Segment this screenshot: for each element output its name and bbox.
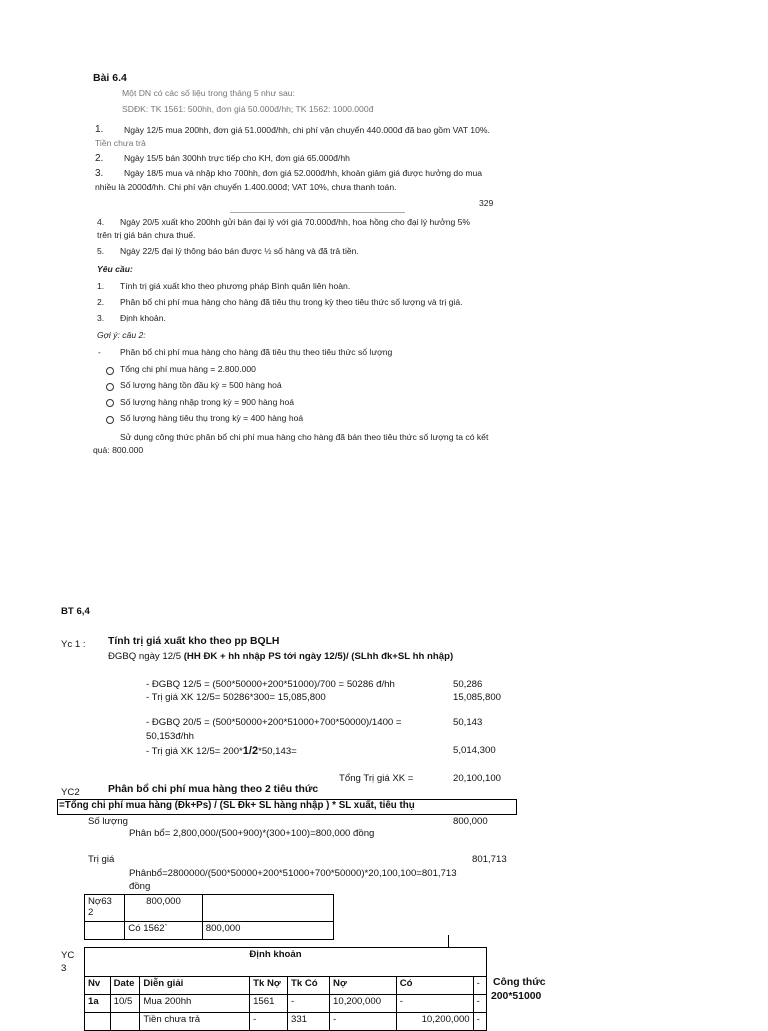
item-3-cont: nhiều là 2000đ/hh. Chi phí vận chuyển 1.400.000đ; VAT 10%, chưa thanh toán. [95, 182, 397, 192]
item-1-num: 1. [95, 124, 104, 135]
req-3-text: Định khoản. [120, 313, 166, 323]
dgbq-line: ĐGBQ ngày 12/5 (HH ĐK + hh nhập PS tới ngày 12/5)/ (SLhh đk+SL hh nhập) [108, 651, 454, 662]
yc2-title: Phân bổ chi phí mua hàng theo 2 tiêu thức [108, 784, 319, 795]
row-date [110, 1013, 140, 1031]
total-xk-label: Tổng Trị giá XK = [339, 773, 414, 784]
mini-debit-amount: 800,000 [125, 895, 202, 922]
req-2-text: Phân bổ chi phí mua hàng cho hàng đã tiêu thụ trong kỳ theo tiêu thức số lượng và trị giá. [120, 297, 463, 307]
row-nv [85, 1013, 111, 1031]
header-extra: - [473, 977, 486, 995]
header-date: Date [110, 977, 140, 995]
header-nv: Nv [85, 977, 111, 995]
calc-dgbq-20-5-value: 50,143 [453, 717, 483, 728]
mini-journal-table [84, 894, 334, 940]
page-break-line [230, 212, 405, 213]
item-4-num: 4. [97, 217, 105, 227]
stray-cursor-line [448, 935, 449, 947]
hint-item-2: Số lượng hàng tồn đầu kỳ = 500 hàng hoá [120, 380, 282, 390]
quantity-calc: Phân bổ= 2,800,000/(500+900)*(300+100)=800,000 đồng [129, 828, 375, 839]
item-3-text: Ngày 18/5 mua và nhập kho 700hh, đơn giá 52.000đ/hh, khoản giảm giá được hưởng do mua [124, 168, 483, 178]
row-debit-account: 1561 [250, 995, 288, 1013]
row-description: Tiền chưa trả [140, 1013, 250, 1031]
row-nv: 1a [85, 995, 111, 1013]
item-4-text: Ngày 20/5 xuất kho 200hh gửi bán đại lý với giá 70.000đ/hh, hoa hồng cho đại lý hưởng 5% [120, 217, 471, 227]
circle-bullet-icon [106, 383, 114, 391]
calc-xk-20-5-value: 5,014,300 [453, 745, 496, 756]
quantity-label: Số lượng [88, 816, 128, 827]
yc3-label: YC [61, 950, 75, 961]
item-3-num: 3. [95, 168, 104, 179]
header-debit-account: Tk Nợ [250, 977, 288, 995]
req-1-num: 1. [97, 281, 105, 291]
journal-table [84, 947, 487, 1031]
header-debit-amount: Nợ [330, 977, 397, 995]
row-credit-amount: 10,200,000 [396, 1013, 473, 1031]
row-formula: 200*51000 [491, 991, 542, 1002]
journal-header-row [85, 977, 487, 995]
hint-tail: Sử dụng công thức phân bổ chi phí mua hàng cho hàng đã bán theo tiêu thức số lượng ta có kết [120, 432, 489, 442]
calc-dgbq-20-5-cont: 50,153đ/hh [146, 731, 195, 742]
req-1-text: Tính trị giá xuất kho theo phương pháp Bình quân liên hoàn. [120, 281, 351, 291]
hint-item-1: Tổng chi phí mua hàng = 2.800.000 [120, 364, 256, 374]
header-credit-amount: Có [396, 977, 473, 995]
value-value: 801,713 [472, 854, 507, 865]
header-credit-account: Tk Có [288, 977, 330, 995]
row-credit-account: - [288, 995, 330, 1013]
page-number: 329 [479, 198, 494, 208]
mini-empty-cell [85, 922, 125, 940]
item-2-text: Ngày 15/5 bán 300hh trực tiếp cho KH, đơn giá 65.000đ/hh [124, 153, 350, 163]
calc-xk-12-5: - Trị giá XK 12/5= 50286*300= 15,085,800 [146, 692, 326, 703]
calc-dgbq-12-5: - ĐGBQ 12/5 = (500*50000+200*51000)/700 = 50286 đ/hh [146, 679, 395, 690]
item-4-cont: trên trị giá bán chưa thuế. [97, 230, 196, 240]
hint-item-3: Số lượng hàng nhập trong kỳ = 900 hàng hoá [120, 397, 295, 407]
mini-empty-cell [202, 895, 333, 922]
req-3-num: 3. [97, 313, 105, 323]
quantity-value: 800,000 [453, 816, 488, 827]
item-1-text: Ngày 12/5 mua 200hh, đơn giá 51.000đ/hh, chi phí vận chuyển 440.000đ đã bao gồm VAT 10%. [124, 125, 490, 135]
row-credit-account: 331 [288, 1013, 330, 1031]
calc-xk-20-5: - Trị giá XK 12/5= 200*1/2*50,143= [146, 745, 297, 757]
row-debit-amount: 10,200,000 [330, 995, 397, 1013]
hint-item-4: Số lượng hàng tiêu thụ trong kỳ = 400 hàng hoá [120, 413, 304, 423]
mini-debit-account: Nợ63 2 [85, 895, 125, 922]
item-5-num: 5. [97, 246, 105, 256]
yc1-label: Yc 1 : [61, 639, 86, 650]
value-calc-unit: đồng [129, 881, 151, 892]
circle-bullet-icon [106, 416, 114, 424]
mini-credit-amount: 800,000 [202, 922, 333, 940]
formula-header: Công thức [493, 977, 546, 988]
problem-title: Bài 6.4 [93, 72, 127, 84]
exercise-label: BT 6,4 [61, 606, 90, 617]
calc-xk-12-5-value: 15,085,800 [453, 692, 502, 703]
yc3-label-num: 3 [61, 963, 67, 974]
allocation-formula: =Tổng chi phí mua hàng (Đk+Ps) / (SL Đk+ SL hàng nhập ) * SL xuất, tiêu thụ [59, 800, 415, 811]
mini-credit-account: Có 1562` [125, 922, 202, 940]
row-debit-account: - [250, 1013, 288, 1031]
hint-tail-result: quả: 800.000 [93, 445, 144, 455]
yc1-title: Tính trị giá xuất kho theo pp BQLH [108, 636, 280, 647]
value-calc: Phânbổ=2800000/(500*50000+200*51000+700*50000)*20,100,100=801,713 [129, 868, 457, 879]
circle-bullet-icon [106, 399, 114, 407]
calc-dgbq-20-5: - ĐGBQ 20/5 = (500*50000+200*51000+700*50000)/1400 = [146, 717, 402, 728]
requirements-label: Yêu cầu: [97, 264, 133, 274]
item-2-num: 2. [95, 153, 104, 164]
journal-title: Định khoản [249, 949, 302, 960]
journal-title-cell [85, 948, 487, 977]
total-xk-value: 20,100,100 [453, 773, 502, 784]
row-credit-amount: - [396, 995, 473, 1013]
row-debit-amount: - [330, 1013, 397, 1031]
row-extra: - [473, 1013, 486, 1031]
hint-label: Gợi ý: câu 2: [97, 330, 146, 340]
req-2-num: 2. [97, 297, 105, 307]
hint-dash: - [98, 347, 101, 357]
yc2-label: YC2 [61, 787, 80, 798]
row-date: 10/5 [110, 995, 140, 1013]
row-extra: - [473, 995, 486, 1013]
value-label: Trị giá [88, 854, 115, 865]
row-description: Mua 200hh [140, 995, 250, 1013]
item-1-cont: Tiền chưa trả [95, 138, 146, 148]
item-5-text: Ngày 22/5 đại lý thông báo bán được ½ số hàng và đã trả tiền. [120, 246, 359, 256]
table-row [85, 995, 487, 1013]
problem-intro: Một DN có các số liệu trong tháng 5 như sau: [122, 88, 295, 98]
circle-bullet-icon [106, 367, 114, 375]
opening-balance: SDĐK: TK 1561: 500hh, đơn giá 50.000đ/hh; TK 1562: 1000.000đ [122, 104, 374, 114]
hint-main: Phân bổ chi phí mua hàng cho hàng đã tiêu thụ theo tiêu thức số lượng [120, 347, 393, 357]
header-description: Diễn giải [140, 977, 250, 995]
calc-dgbq-12-5-value: 50,286 [453, 679, 483, 690]
table-row [85, 1013, 487, 1031]
